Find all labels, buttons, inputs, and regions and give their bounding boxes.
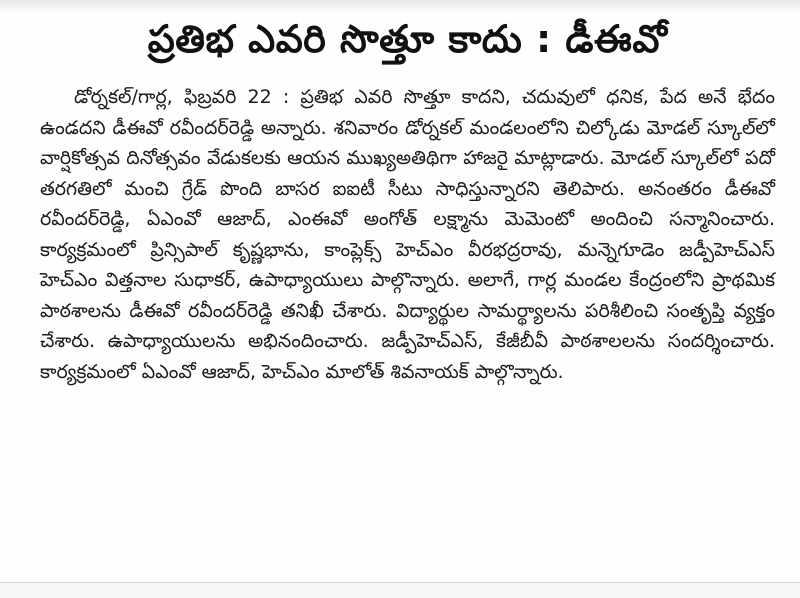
article-body: డోర్నకల్/గార్ల, ఫిబ్రవరి 22 : ప్రతిభ ఎవరి సొత్తూ కాదని, చదువులో ధనిక, పేద అనే భేదం ఉండదని డీఈవో రవీందర్‌రెడ్డి అన్నారు. శనివారం డోర్నకల్ మండలంలోని చిల్కోడు మోడల్ స్కూల్‌లో వార్షికోత్సవ దినోత్సవం వేడుకలకు ఆయన ముఖ్యఅతిథిగా హాజరై మాట్లాడారు. మోడల్ స్కూల్‌లో పదో తరగతిలో మంచి గ్రేడ్ పొంది బాసర ఐఐటీ సీటు సాధిస్తున్నారని తెలిపారు. అనంతరం డీఈవో రవీందర్‌రెడ్డి, ఏఎంవో ఆజాద్, ఎంఈవో అంగోత్ లక్ష్మాను మెమెంటో అందించి సన్మానించారు. కార్యక్రమంలో ప్రిన్సిపాల్ కృష్ణభాను, కాంప్లెక్స్ హెచ్ఎం వీరభద్రరావు, మన్నెగూడెం జడ్పీహెచ్ఎస్ హెచ్ఎం విత్తనాల సుధాకర్, ఉపాధ్యాయులు పాల్గొన్నారు. అలాగే, గార్ల మండల కేంద్రంలోని ప్రాథమిక పాఠశాలను డీఈవో రవీందర్‌రెడ్డి తనిఖీ చేశారు. విద్యార్థుల సామర్థ్యాలను పరిశీలించి సంతృప్తి వ్యక్తం చేశారు. ఉపాధ్యాయులను అభినందించారు. జడ్పీహెచ్ఎస్, కేజీబీవీ పాఠశాలలను సందర్శించారు. కార్యక్రమంలో ఏఎంవో ఆజాద్, హెచ్ఎం మాలోత్ శివనాయక్ పాల్గొన్నారు. xyxy=(40,86,775,383)
news-article xyxy=(40,10,775,387)
article-headline: ప్రతిభ ఎవరి సొత్తూ కాదు : డీఈవో xyxy=(147,17,668,61)
bottom-margin xyxy=(0,583,800,598)
